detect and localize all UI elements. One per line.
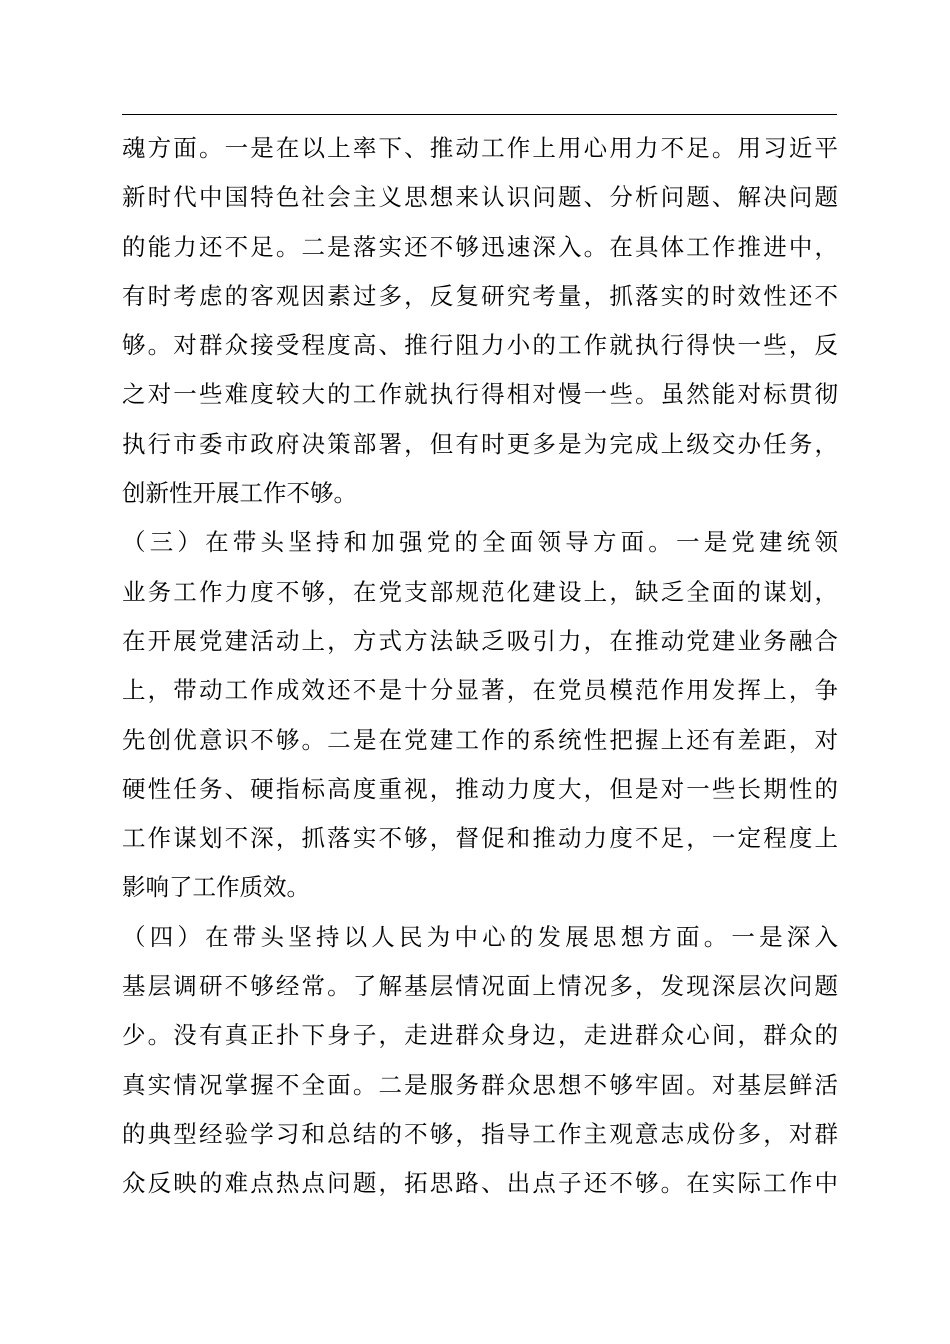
text-line: 真实情况掌握不全面。二是服务群众思想不够牢固。对基层鲜活 <box>122 1070 838 1099</box>
text-line: 工作谋划不深，抓落实不够，督促和推动力度不足，一定程度上 <box>122 824 838 853</box>
text-line: 基层调研不够经常。了解基层情况面上情况多，发现深层次问题 <box>122 972 838 1001</box>
text-line: 够。对群众接受程度高、推行阻力小的工作就执行得快一些，反 <box>122 331 838 360</box>
text-line: 的典型经验学习和总结的不够，指导工作主观意志成份多，对群 <box>122 1119 838 1148</box>
text-line: 的能力还不足。二是落实还不够迅速深入。在具体工作推进中， <box>122 232 838 261</box>
section-heading-line: （四）在带头坚持以人民为中心的发展思想方面。一是深入 <box>122 922 838 951</box>
section-heading-line: （三）在带头坚持和加强党的全面领导方面。一是党建统领 <box>122 528 838 557</box>
text-line: 新时代中国特色社会主义思想来认识问题、分析问题、解决问题 <box>122 183 838 212</box>
text-line: 之对一些难度较大的工作就执行得相对慢一些。虽然能对标贯彻 <box>122 380 838 409</box>
text-line: 影响了工作质效。 <box>122 873 310 902</box>
text-line: 先创优意识不够。二是在党建工作的系统性把握上还有差距，对 <box>122 725 838 754</box>
text-line: 少。没有真正扑下身子，走进群众身边，走进群众心间，群众的 <box>122 1021 838 1050</box>
text-line: 魂方面。一是在以上率下、推动工作上用心用力不足。用习近平 <box>122 134 838 162</box>
text-line: 业务工作力度不够，在党支部规范化建设上，缺乏全面的谋划， <box>122 577 838 606</box>
body-text <box>122 124 838 1209</box>
text-line: 创新性开展工作不够。 <box>122 479 357 508</box>
text-line: 硬性任务、硬指标高度重视，推动力度大，但是对一些长期性的 <box>122 774 838 803</box>
header-rule <box>122 114 837 115</box>
text-line: 众反映的难点热点问题，拓思路、出点子还不够。在实际工作中 <box>122 1169 838 1198</box>
text-line: 在开展党建活动上，方式方法缺乏吸引力，在推动党建业务融合 <box>122 626 838 655</box>
text-line: 上，带动工作成效还不是十分显著，在党员模范作用发挥上，争 <box>122 676 838 705</box>
text-line: 执行市委市政府决策部署，但有时更多是为完成上级交办任务， <box>122 429 838 458</box>
text-line: 有时考虑的客观因素过多，反复研究考量，抓落实的时效性还不 <box>122 281 838 310</box>
